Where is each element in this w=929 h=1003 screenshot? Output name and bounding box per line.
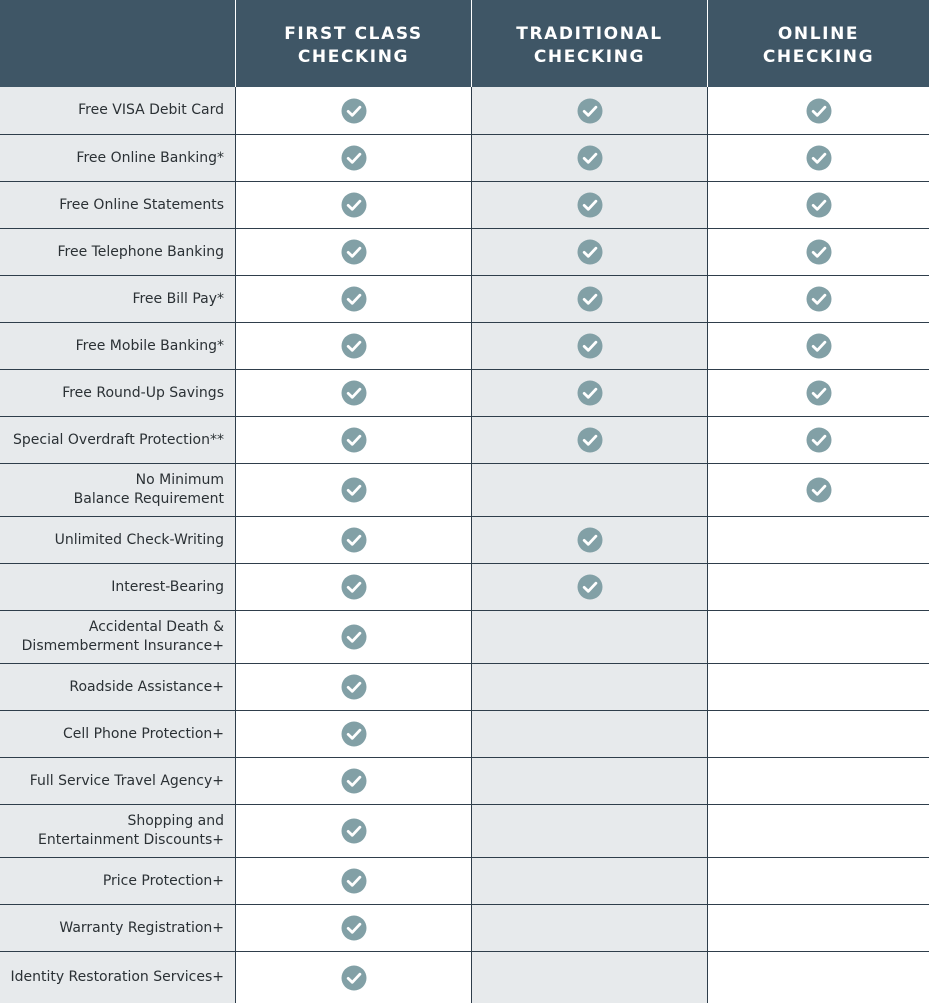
feature-label: Unlimited Check-Writing (0, 516, 235, 563)
header-online-checking: ONLINE CHECKING (707, 0, 929, 87)
feature-label: Free Bill Pay* (0, 275, 235, 322)
feature-label: Free Online Banking* (0, 134, 235, 181)
header-corner (0, 0, 235, 87)
check-circle-icon (806, 380, 832, 406)
feature-cell-first-class (235, 181, 471, 228)
check-circle-icon (341, 768, 367, 794)
feature-cell-traditional (471, 134, 707, 181)
feature-cell-first-class (235, 663, 471, 710)
feature-cell-online (707, 369, 929, 416)
check-circle-icon (341, 674, 367, 700)
feature-label: Free VISA Debit Card (0, 87, 235, 134)
feature-cell-traditional (471, 804, 707, 857)
feature-cell-online (707, 857, 929, 904)
feature-cell-traditional (471, 516, 707, 563)
check-circle-icon (577, 239, 603, 265)
feature-cell-online (707, 416, 929, 463)
header-traditional-checking: TRADITIONAL CHECKING (471, 0, 707, 87)
feature-cell-online (707, 134, 929, 181)
feature-cell-first-class (235, 463, 471, 516)
feature-label: Warranty Registration+ (0, 904, 235, 951)
feature-cell-traditional (471, 322, 707, 369)
feature-cell-first-class (235, 134, 471, 181)
check-circle-icon (806, 333, 832, 359)
check-circle-icon (577, 145, 603, 171)
check-circle-icon (341, 145, 367, 171)
check-circle-icon (806, 239, 832, 265)
check-circle-icon (341, 477, 367, 503)
feature-cell-online (707, 757, 929, 804)
check-circle-icon (806, 427, 832, 453)
feature-cell-online (707, 181, 929, 228)
check-circle-icon (577, 98, 603, 124)
check-circle-icon (577, 192, 603, 218)
feature-cell-traditional (471, 857, 707, 904)
feature-label: Free Round-Up Savings (0, 369, 235, 416)
feature-cell-traditional (471, 904, 707, 951)
feature-cell-online (707, 710, 929, 757)
feature-cell-first-class (235, 369, 471, 416)
check-circle-icon (577, 527, 603, 553)
feature-label: Interest-Bearing (0, 563, 235, 610)
feature-cell-online (707, 463, 929, 516)
check-circle-icon (341, 98, 367, 124)
check-circle-icon (806, 192, 832, 218)
check-circle-icon (341, 527, 367, 553)
check-circle-icon (341, 915, 367, 941)
feature-cell-first-class (235, 804, 471, 857)
feature-cell-first-class (235, 710, 471, 757)
feature-cell-online (707, 275, 929, 322)
feature-cell-first-class (235, 563, 471, 610)
feature-label: Cell Phone Protection+ (0, 710, 235, 757)
feature-cell-traditional (471, 951, 707, 1003)
feature-cell-traditional (471, 181, 707, 228)
check-circle-icon (341, 868, 367, 894)
feature-cell-online (707, 663, 929, 710)
check-circle-icon (341, 721, 367, 747)
feature-label: No Minimum Balance Requirement (0, 463, 235, 516)
feature-label: Identity Restoration Services+ (0, 951, 235, 1003)
feature-label: Roadside Assistance+ (0, 663, 235, 710)
feature-cell-first-class (235, 757, 471, 804)
feature-cell-first-class (235, 610, 471, 663)
feature-label: Shopping and Entertainment Discounts+ (0, 804, 235, 857)
feature-cell-traditional (471, 610, 707, 663)
feature-label: Free Telephone Banking (0, 228, 235, 275)
feature-cell-first-class (235, 322, 471, 369)
check-circle-icon (341, 574, 367, 600)
feature-cell-first-class (235, 87, 471, 134)
feature-cell-traditional (471, 275, 707, 322)
check-circle-icon (806, 98, 832, 124)
check-circle-icon (806, 145, 832, 171)
check-circle-icon (341, 192, 367, 218)
check-circle-icon (577, 380, 603, 406)
feature-cell-online (707, 610, 929, 663)
header-first-class-checking: FIRST CLASS CHECKING (235, 0, 471, 87)
feature-cell-first-class (235, 416, 471, 463)
feature-cell-first-class (235, 857, 471, 904)
check-circle-icon (806, 477, 832, 503)
feature-cell-traditional (471, 416, 707, 463)
check-circle-icon (341, 286, 367, 312)
feature-cell-online (707, 951, 929, 1003)
feature-cell-first-class (235, 904, 471, 951)
feature-cell-online (707, 804, 929, 857)
feature-cell-traditional (471, 710, 707, 757)
feature-cell-traditional (471, 87, 707, 134)
feature-cell-first-class (235, 275, 471, 322)
feature-label: Full Service Travel Agency+ (0, 757, 235, 804)
feature-cell-traditional (471, 663, 707, 710)
check-circle-icon (806, 286, 832, 312)
feature-cell-online (707, 228, 929, 275)
feature-cell-online (707, 322, 929, 369)
check-circle-icon (577, 427, 603, 453)
feature-cell-online (707, 904, 929, 951)
check-circle-icon (577, 286, 603, 312)
feature-cell-traditional (471, 228, 707, 275)
feature-label: Accidental Death & Dismemberment Insurance+ (0, 610, 235, 663)
feature-label: Free Mobile Banking* (0, 322, 235, 369)
feature-label: Free Online Statements (0, 181, 235, 228)
check-circle-icon (341, 965, 367, 991)
check-circle-icon (341, 818, 367, 844)
check-circle-icon (577, 333, 603, 359)
feature-cell-online (707, 516, 929, 563)
feature-cell-online (707, 563, 929, 610)
feature-cell-first-class (235, 516, 471, 563)
feature-label: Special Overdraft Protection** (0, 416, 235, 463)
feature-label: Price Protection+ (0, 857, 235, 904)
feature-cell-traditional (471, 463, 707, 516)
feature-cell-traditional (471, 757, 707, 804)
check-circle-icon (341, 624, 367, 650)
check-circle-icon (341, 239, 367, 265)
check-circle-icon (341, 427, 367, 453)
feature-cell-online (707, 87, 929, 134)
check-circle-icon (341, 333, 367, 359)
feature-cell-first-class (235, 951, 471, 1003)
feature-cell-traditional (471, 563, 707, 610)
feature-cell-traditional (471, 369, 707, 416)
check-circle-icon (577, 574, 603, 600)
check-circle-icon (341, 380, 367, 406)
feature-cell-first-class (235, 228, 471, 275)
